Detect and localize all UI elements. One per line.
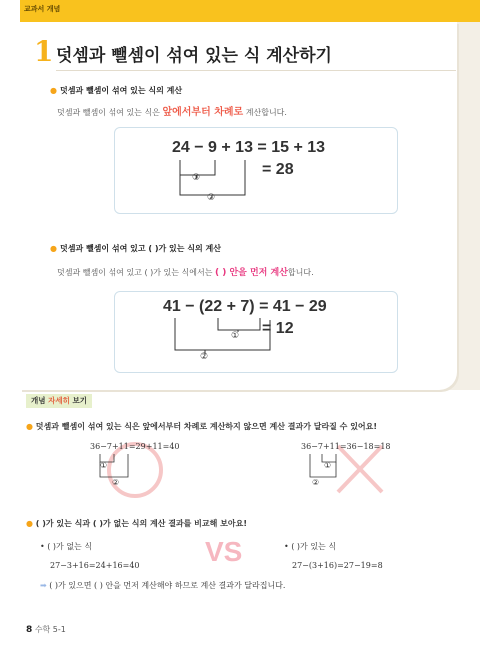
block2-step1: ① (231, 331, 240, 341)
detail-left-eq: 36−7+11=29+11=40 (90, 442, 180, 451)
vs-label: VS (205, 536, 243, 567)
block1-text: 덧셈과 뺄셈이 섞여 있는 식은 앞에서부터 차례로 계산합니다. (57, 107, 287, 118)
block2-step-brackets (160, 312, 280, 362)
bullet-dot-icon: ● (50, 86, 57, 95)
block2-step2: ② (200, 352, 209, 362)
block1-eq-line1: 24 − 9 + 13 = 15 + 13 (172, 139, 326, 156)
detail-left-step2: ② (112, 478, 120, 487)
compare-conclusion: ➡ ( )가 있으면 ( ) 안을 먼저 계산해야 하므로 계산 결과가 달라집니다. (40, 581, 286, 590)
block1-step2: ② (207, 193, 216, 203)
title-divider (56, 70, 456, 71)
block2-text: 덧셈과 뺄셈이 섞여 있고 ( )가 있는 식에서는 ( ) 안을 먼저 계산합니다. (57, 268, 314, 278)
section-number: 1 (34, 35, 54, 68)
detail-right-step2: ② (312, 478, 320, 487)
block2-eq-line2: = 12 (262, 320, 294, 337)
bullet-dot-icon: ● (50, 244, 57, 253)
header-tag: 교과서 개념 (24, 5, 61, 13)
detail-left-step1: ① (100, 461, 108, 470)
compare-left-title: • ( )가 없는 식 (40, 542, 93, 551)
detail-label: 개념 자세히 보기 (26, 394, 92, 408)
arrow-right-icon: ➡ (40, 581, 47, 590)
block1-highlight: 앞에서부터 차례로 (162, 107, 244, 118)
detail-right-brackets (300, 452, 360, 492)
detail-statement: ● 덧셈과 뺄셈이 섞여 있는 식은 앞에서부터 차례로 계산하지 않으면 계산 결과가 달라질 수 있어요! (26, 422, 378, 431)
book-title: 수학 5-1 (34, 625, 66, 634)
block2-eq-line1: 41 − (22 + 7) = 41 − 29 (163, 298, 327, 315)
compare-right-title: • ( )가 있는 식 (284, 542, 337, 551)
compare-left-eq: 27−3+16=24+16=40 (50, 561, 140, 570)
compare-heading: ● ( )가 있는 식과 ( )가 없는 식의 계산 결과를 비교해 보아요! (26, 519, 247, 528)
section-title: 덧셈과 뺄셈이 섞여 있는 식 계산하기 (56, 46, 332, 66)
block1-step1: ① (192, 173, 201, 183)
block1-heading: ● 덧셈과 뺄셈이 섞여 있는 식의 계산 (50, 86, 183, 95)
detail-right-step1: ① (324, 461, 332, 470)
block2-heading: ● 덧셈과 뺄셈이 섞여 있고 ( )가 있는 식의 계산 (50, 244, 221, 253)
header-bar (20, 0, 480, 22)
bullet-dot-icon: ● (26, 422, 33, 431)
detail-right-eq: 36−7+11=36−18=18 (301, 442, 391, 451)
detail-left-brackets (90, 452, 150, 492)
compare-right-eq: 27−(3+16)=27−19=8 (292, 561, 383, 570)
page-footer (26, 624, 66, 635)
block2-highlight: ( ) 안을 먼저 계산 (214, 268, 288, 278)
block1-eq-line2: = 28 (262, 161, 294, 178)
page-number: 8 (26, 625, 33, 635)
bullet-dot-icon: ● (26, 519, 33, 528)
